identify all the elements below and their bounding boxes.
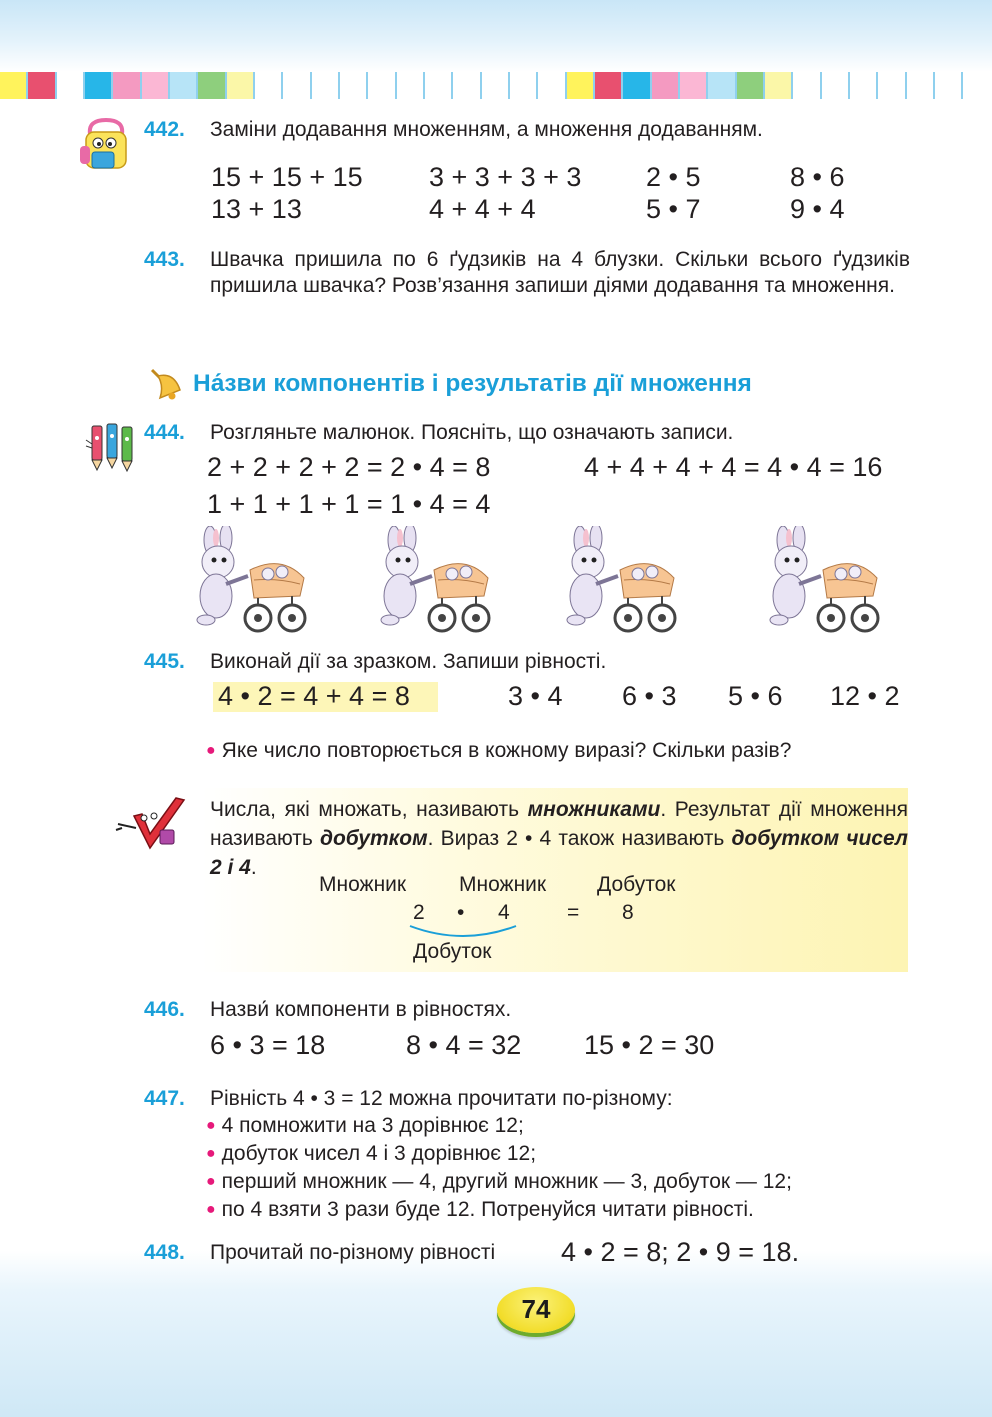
page-number: 74 [497, 1287, 575, 1333]
question-text: Яке число повторюється в кожному виразі? Скільки разів? [221, 739, 792, 762]
math-expression: 4 + 4 + 4 [429, 194, 536, 224]
strip-cell [595, 72, 623, 99]
rule-text-part: . [250, 856, 257, 879]
sample-equation: 4 • 2 = 4 + 4 = 8 [218, 681, 410, 711]
bunny-stroller-illustration [376, 526, 494, 641]
label-product-under: Добуток [413, 940, 492, 963]
bunny-stroller-illustration [562, 526, 680, 641]
strip-cell [227, 72, 255, 99]
exercise-445-text: Виконай дії за зразком. Запиши рівності. [210, 650, 607, 673]
exercise-number-446: 446. [144, 998, 185, 1021]
strip-cell [765, 72, 793, 99]
exercise-number-443: 443. [144, 248, 185, 271]
readings-list [206, 1112, 792, 1224]
diagram-result: 8 [622, 901, 634, 924]
math-expression: 6 • 3 [622, 681, 677, 711]
strip-cell [453, 72, 481, 99]
exercise-number-448: 448. [144, 1241, 185, 1264]
exercise-number-447: 447. [144, 1087, 185, 1110]
rule-text [210, 795, 908, 882]
strip-cell [340, 72, 368, 99]
math-expression: 6 • 3 = 18 [210, 1030, 326, 1060]
math-expression: 3 • 4 [508, 681, 563, 711]
term-factors: множниками [527, 798, 661, 821]
strip-cell [142, 72, 170, 99]
strip-cell [538, 72, 566, 99]
bullet-icon: ● [206, 1117, 216, 1134]
diagram-dot: • [457, 901, 465, 924]
exercise-446-text: Назви́ компоненти в рівностях. [210, 998, 512, 1021]
strip-cell [680, 72, 708, 99]
strip-cell [85, 72, 113, 99]
strip-cell [312, 72, 340, 99]
strip-cell [737, 72, 765, 99]
math-expression: 4 • 2 = 8; 2 • 9 = 18. [561, 1237, 800, 1267]
list-item-text: добуток чисел 4 і 3 дорівнює 12; [221, 1142, 537, 1165]
exercise-448-text: Прочитай по-різному рівності [210, 1241, 496, 1264]
exercise-number-444: 444. [144, 421, 185, 444]
strip-cell [510, 72, 538, 99]
list-item-text: перший множник — 4, другий множник — 3, добуток — 12; [221, 1170, 792, 1193]
question-line [206, 738, 791, 766]
strip-cell [793, 72, 821, 99]
strip-cell [652, 72, 680, 99]
list-item [206, 1168, 792, 1196]
decorative-color-strip [0, 72, 992, 99]
strip-cell [170, 72, 198, 99]
bunny-stroller-illustration [765, 526, 883, 641]
strip-cell [425, 72, 453, 99]
list-item [206, 1140, 792, 1168]
pencils-icon [84, 422, 140, 474]
list-item-text: 4 помножити на 3 дорівнює 12; [221, 1114, 524, 1137]
strip-cell [878, 72, 906, 99]
exercise-number-442: 442. [144, 118, 185, 141]
list-item [206, 1112, 792, 1140]
math-expression: 3 + 3 + 3 + 3 [429, 162, 582, 192]
exercise-447-text: Рівність 4 • 3 = 12 можна прочитати по-різному: [210, 1087, 673, 1110]
math-expression: 8 • 4 = 32 [406, 1030, 522, 1060]
strip-cell [567, 72, 595, 99]
rule-text-part: . Вираз 2 • 4 також називають [427, 827, 732, 850]
strip-cell [963, 72, 991, 99]
math-expression: 2 • 5 [646, 162, 701, 192]
rule-text-part: . Результат дії множення називають [210, 798, 908, 850]
math-expression: 5 • 6 [728, 681, 783, 711]
exercise-444-text: Розгляньте малюнок. Поясніть, що означають записи. [210, 421, 734, 444]
term-product: добутком [319, 827, 428, 850]
exercise-442-text: Заміни додавання множенням, а множення додаванням. [210, 118, 763, 141]
exercise-number-445: 445. [144, 650, 185, 673]
bell-icon [146, 366, 186, 402]
strip-cell [0, 72, 28, 99]
strip-cell [397, 72, 425, 99]
math-expression: 2 + 2 + 2 + 2 = 2 • 4 = 8 [207, 452, 491, 482]
label-factor-2: Множник [459, 873, 547, 896]
bunny-stroller-illustration [192, 526, 310, 641]
strip-cell [283, 72, 311, 99]
strip-cell [482, 72, 510, 99]
strip-cell [198, 72, 226, 99]
math-expression: 9 • 4 [790, 194, 845, 224]
diagram-equals: = [567, 901, 580, 924]
strip-cell [822, 72, 850, 99]
label-factor-1: Множник [319, 873, 407, 896]
bullet-icon: ● [206, 1201, 216, 1218]
math-expression: 12 • 2 [830, 681, 900, 711]
strip-cell [57, 72, 85, 99]
strip-cell [935, 72, 963, 99]
strip-cell [708, 72, 736, 99]
strip-cell [113, 72, 141, 99]
strip-cell [255, 72, 283, 99]
backpack-icon [78, 116, 134, 174]
rule-text-part: Числа, які множать, називають [210, 798, 528, 821]
math-expression: 8 • 6 [790, 162, 845, 192]
bullet-icon: ● [206, 742, 216, 759]
exercise-443-text: Швачка пришила по 6 ґудзиків на 4 блузки. Скільки всього ґудзиків пришила швачка? Розв’язання запиши діями додавання та множення. [210, 248, 910, 297]
diagram-factor-a: 2 [413, 901, 425, 924]
math-expression: 15 • 2 = 30 [584, 1030, 715, 1060]
strip-cell [368, 72, 396, 99]
checkmark-mascot-icon [114, 794, 192, 856]
diagram-factor-b: 4 [498, 901, 510, 924]
math-expression: 4 + 4 + 4 + 4 = 4 • 4 = 16 [584, 452, 883, 482]
label-product: Добуток [597, 873, 676, 896]
strip-cell [28, 72, 56, 99]
strip-cell [907, 72, 935, 99]
term-product-of-numbers: добутком чисел 2 і 4 [210, 827, 908, 879]
section-title: На́зви компонентів і результатів дії множення [193, 370, 752, 397]
list-item-text: по 4 взяти 3 рази буде 12. Потренуйся читати рівності. [221, 1198, 754, 1221]
math-expression: 5 • 7 [646, 194, 701, 224]
strip-cell [623, 72, 651, 99]
math-expression: 13 + 13 [211, 194, 302, 224]
bullet-icon: ● [206, 1173, 216, 1190]
list-item [206, 1196, 792, 1224]
strip-cell [850, 72, 878, 99]
bullet-icon: ● [206, 1145, 216, 1162]
math-expression: 15 + 15 + 15 [211, 162, 363, 192]
math-expression: 1 + 1 + 1 + 1 = 1 • 4 = 4 [207, 489, 491, 519]
